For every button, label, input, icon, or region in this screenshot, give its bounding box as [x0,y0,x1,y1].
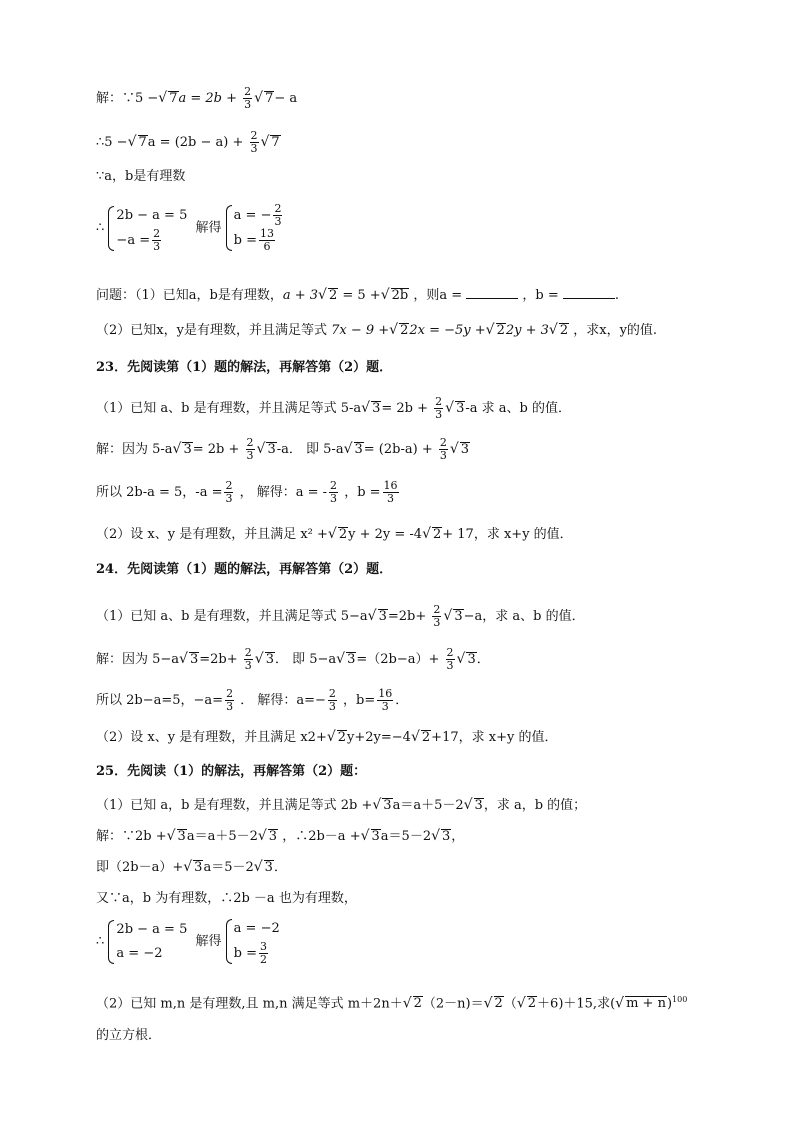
p25-line-4: 又∵a，b 为有理数，∴2b －a 也为有理数， [96,891,357,906]
p24-title: 24．先阅读第（1）题的解法，再解答第（2）题． [96,562,393,577]
system-brace-3: 2b − a = 5 a = −2 [108,918,187,966]
answer-blank-b[interactable] [563,286,615,299]
system-brace-1: 2b − a = 5 −a = $\frac{2}{3}$ [108,204,187,253]
p25-line-2: 解：∵2b +√ 3a＝a＋5－2√ 3 ，∴2b－a +√ 3a＝5－2√ 3， [96,828,465,844]
system-brace-4: a = −2 b = $\frac{3}{2}$ [226,917,280,966]
answer-blank-a[interactable] [466,286,518,299]
p24-line-4: （2）设 x、y 是有理数，并且满足 x2+√ 2y+2y=−4√ 2+17，求 x+y 的值． [96,729,558,745]
fraction-2-3: $\frac{2}{3}$ [250,129,258,155]
p25-line-1: （1）已知 a，b 是有理数，并且满足等式 2b +√ 3a＝a＋5－2√ 3，求 a，b 的值； [96,797,587,813]
p24-line-1: （1）已知 a、b 是有理数，并且满足等式 5−a√ 3=2b+ $\frac{2}{3}$ √ 3−a，求 a、b 的值． [96,603,585,629]
p23-title: 23．先阅读第（1）题的解法，再解答第（2）题． [96,360,393,375]
p25-line-3: 即（2b－a）+√ 3a＝5－2√ 3． [96,859,287,875]
p25-title: 25．先阅读（1）的解法，再解答第（2）题： [96,764,367,779]
p25-question-2-cont: 的立方根． [96,1028,162,1043]
p23-line-2: 解：因为 5-a√ 3= 2b + $\frac{2}{3}$ √ 3-a． 即 5-a√ 3= (2b-a) + $\frac{2}{3}$ √ 3 [96,436,470,462]
p22-question-2: （2）已知x，y是有理数，并且满足等式 7x − 9 +√ 22x = −5y +√ 22y + 3√ 2 ，求x，y的值. [96,322,658,338]
p25-question-2: （2）已知 m,n 是有理数,且 m,n 满足等式 m＋2n＋√ 2（2－n)＝√ 2（√ 2＋6)＋15,求(√ m + n)$^{100}$ [96,995,688,1012]
p22-solution-line-2: ∴5 −√ 7a = (2b − a) + $\frac{2}{3}$ √ 7 [96,129,280,155]
p23-line-1: （1）已知 a、b 是有理数，并且满足等式 5-a√ 3= 2b + $\frac{2}{3}$ √ 3-a 求 a、b 的值． [96,395,571,421]
p24-line-2: 解：因为 5−a√ 3=2b+ $\frac{2}{3}$ √ 3． 即 5−a√ 3=（2b−a）+ $\frac{2}{3}$ √ 3． [96,646,490,672]
p25-system-equations: ∴ 2b − a = 5 a = −2 解得 a = −2 b = $\frac{3}{2}$ [96,917,284,966]
p22-question-1: 问题：（1）已知a，b是有理数，a + 3√ 2 = 5 +√ 2b ，则a = ，b = . [96,287,620,303]
system-brace-2: a = − $\frac{2}{3}$ b = $\frac{13}{6}$ [226,203,285,253]
p22-rational-note: ∵a，b是有理数 [96,169,186,184]
fraction-2-3: $\frac{2}{3}$ [244,85,252,111]
p23-line-4: （2）设 x、y 是有理数，并且满足 x² +√ 2y + 2y = -4√ 2+ 17，求 x+y 的值． [96,526,573,542]
p24-line-3: 所以 2b−a=5，−a= $\frac{2}{3}$ ． 解得：a=− $\frac{2}{3}$ ，b= $\frac{16}{3}$ ． [96,687,409,713]
p23-line-3: 所以 2b-a = 5，-a = $\frac{2}{3}$ ， 解得：a = - $\frac{2}{3}$ ，b = $\frac{16}{3}$ [96,479,398,505]
p22-system-equations: ∴ 2b − a = 5 −a = $\frac{2}{3}$ 解得 a = − $\frac{2}{3}$ b = $\frac{13}{6}$ [96,203,288,253]
p22-solution-line-1: 解：∵5 −√ 7a = 2b + $\frac{2}{3}$ √ 7− a [96,85,298,111]
